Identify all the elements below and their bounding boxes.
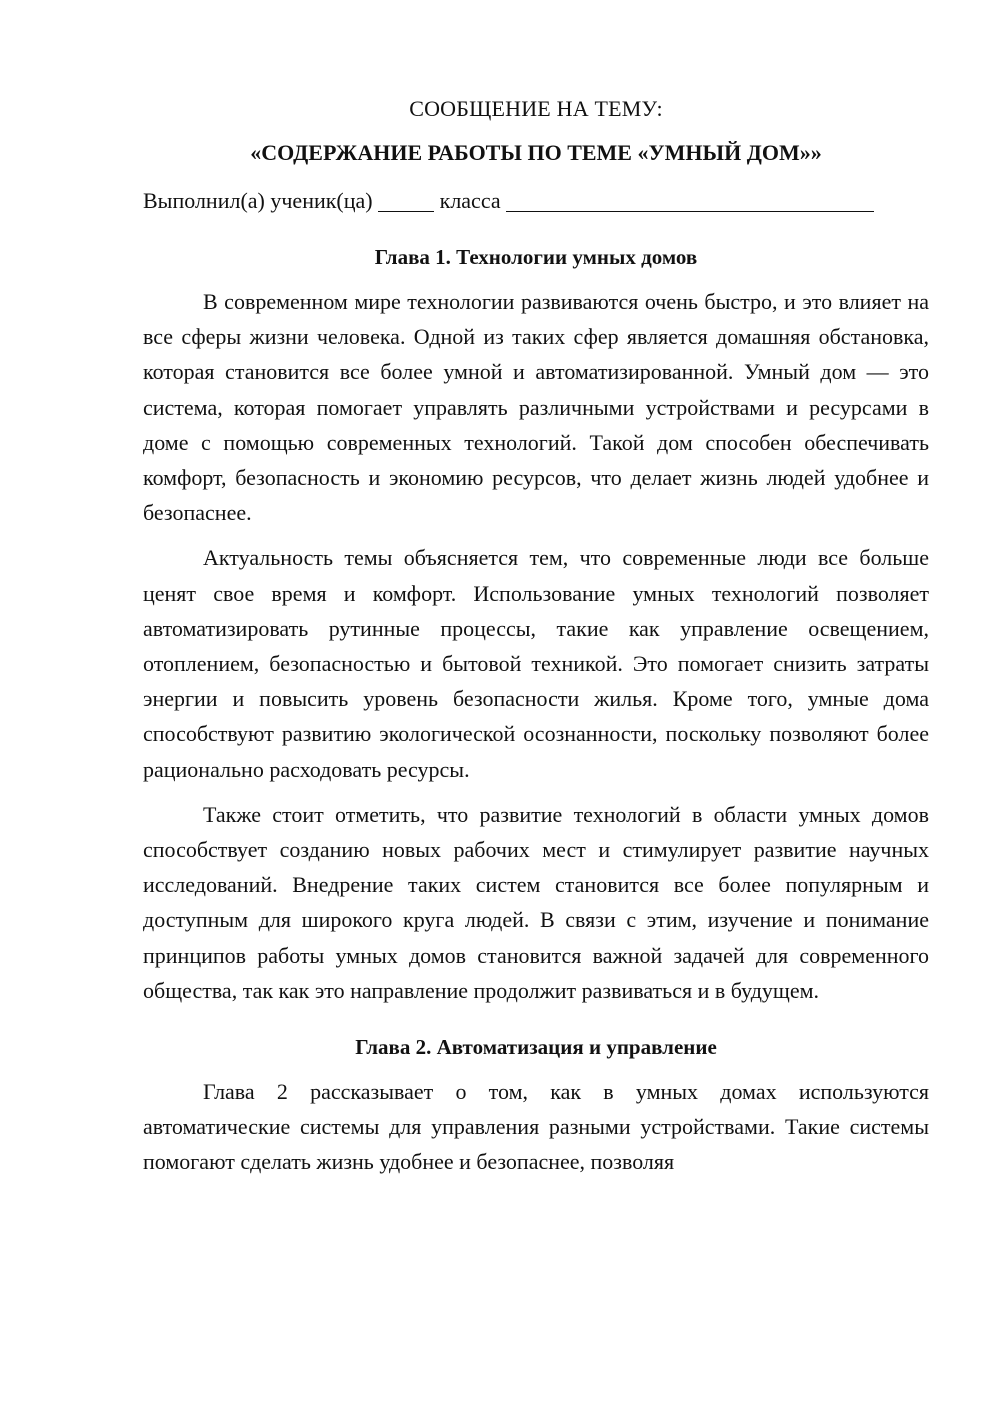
- chapter-1-heading: Глава 1. Технологии умных домов: [374, 245, 698, 269]
- chapter-1-paragraph-3: Также стоит отметить, что развитие технологий в области умных домов способствует созданию новых рабочих мест и стимулирует развитие научных исследований. Внедрение таких систем становится все более популярным и доступным для широкого круга людей. В связи с этим, изучение и понимание принципов работы умных домов становится важной задачей для современного общества, так как это направление продолжит развиваться и в будущем.: [143, 801, 929, 1003]
- author-line: [143, 184, 929, 218]
- student-name-blank: [506, 189, 874, 212]
- document-title: «СОДЕРЖАНИЕ РАБОТЫ ПО ТЕМЕ «УМНЫЙ ДОМ»»: [250, 140, 822, 165]
- author-prefix: Выполнил(а) ученик(ца): [143, 188, 373, 213]
- class-number-blank: [378, 189, 434, 212]
- class-word: класса: [439, 188, 501, 213]
- chapter-1-paragraph-1: В современном мире технологии развиваются очень быстро, и это влияет на все сферы жизни человека. Одной из таких сфер является домашняя обстановка, которая становится все более умной и автоматизированной. Умный дом — это система, которая помогает управлять различными устройствами и ресурсами в доме с помощью современных технологий. Такой дом способен обеспечивать комфорт, безопасность и экономию ресурсов, что делает жизнь людей удобнее и безопаснее.: [143, 289, 929, 526]
- document-page: [143, 88, 929, 1190]
- chapter-2-heading: Глава 2. Автоматизация и управление: [355, 1035, 717, 1060]
- chapter-1-paragraph-2: Актуальность темы объясняется тем, что современные люди все больше ценят свое время и комфорт. Использование умных технологий позволяет автоматизировать рутинные процессы, такие как управление освещением, отоплением, безопасностью и бытовой техникой. Это помогает снизить затраты энергии и повысить уровень безопасности жилья. Кроме того, умные дома способствуют развитию экологической осознанности, поскольку позволяют более рационально расходовать ресурсы.: [143, 545, 929, 782]
- chapter-2-paragraph-1: Глава 2 рассказывает о том, как в умных домах используются автоматические системы для управления разными устройствами. Такие системы помогают сделать жизнь удобнее и безопаснее, позволяя: [143, 1079, 929, 1175]
- document-label: СООБЩЕНИЕ НА ТЕМУ:: [409, 96, 663, 121]
